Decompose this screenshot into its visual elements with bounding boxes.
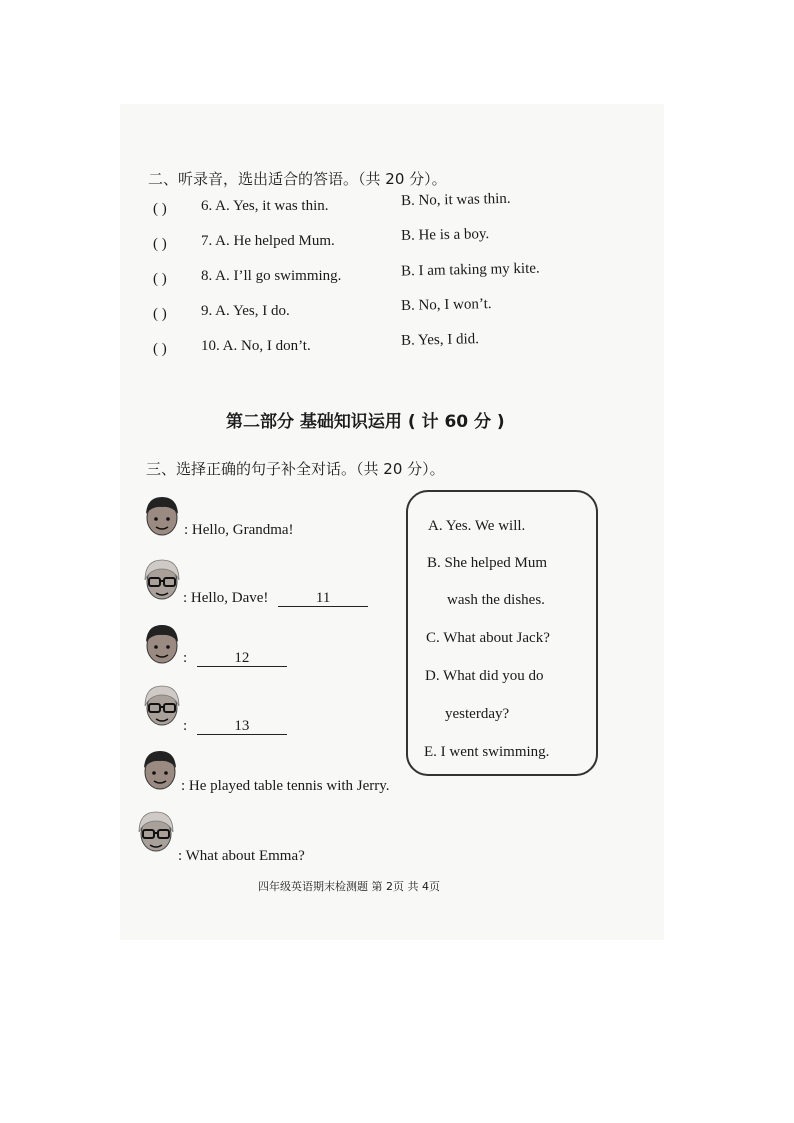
dialogue-text: :: [183, 718, 188, 734]
answer-paren-8[interactable]: ( ): [153, 271, 167, 287]
boy-avatar: [140, 746, 180, 796]
dialogue-line-4: [183, 718, 287, 735]
q6-option-b: B. No, it was thin.: [400, 190, 511, 210]
q8-option-a: 8. A. I’ll go swimming.: [201, 268, 342, 284]
answer-blank-13[interactable]: 13: [197, 719, 287, 735]
dialogue-text: : Hello, Grandma!: [184, 522, 294, 538]
answer-blank-11[interactable]: 11: [278, 591, 368, 607]
dialogue-text: : What about Emma?: [178, 848, 305, 864]
option-b-continued: wash the dishes.: [447, 592, 545, 608]
option-a: A. Yes. We will.: [428, 518, 526, 534]
answer-paren-9[interactable]: ( ): [153, 306, 167, 322]
q7-option-b: B. He is a boy.: [400, 226, 490, 244]
dialogue-text: : Hello, Dave!: [183, 590, 269, 606]
answer-paren-10[interactable]: ( ): [153, 341, 167, 357]
grandma-avatar: [142, 556, 182, 606]
q7-option-a: 7. A. He helped Mum.: [201, 233, 335, 249]
q10-option-b: B. Yes, I did.: [400, 331, 480, 349]
section2-heading: 二、听录音，选出适合的答语。（共 20 分）。: [148, 170, 447, 188]
dialogue-line-1: [184, 522, 294, 539]
answer-blank-12[interactable]: 12: [197, 651, 287, 667]
option-c: C. What about Jack?: [426, 630, 550, 646]
part2-title: 第二部分 基础知识运用 ( 计 60 分 ): [226, 412, 505, 432]
grandma-avatar: [142, 682, 182, 732]
q9-option-a: 9. A. Yes, I do.: [201, 303, 290, 319]
dialogue-line-6: [178, 848, 305, 865]
dialogue-line-5: [181, 778, 390, 795]
answer-paren-6[interactable]: ( ): [153, 201, 167, 217]
q6-option-a: 6. A. Yes, it was thin.: [201, 198, 329, 214]
q8-option-b: B. I am taking my kite.: [400, 260, 540, 280]
option-d: D. What did you do: [425, 668, 544, 684]
grandma-avatar: [136, 808, 176, 858]
q9-option-b: B. No, I won’t.: [400, 296, 492, 314]
dialogue-text: : He played table tennis with Jerry.: [181, 778, 390, 794]
option-d-continued: yesterday?: [445, 706, 510, 722]
section3-heading: 三、选择正确的句子补全对话。（共 20 分）。: [146, 460, 445, 478]
dialogue-text: :: [183, 650, 188, 666]
answer-paren-7[interactable]: ( ): [153, 236, 167, 252]
q10-option-a: 10. A. No, I don’t.: [201, 338, 311, 354]
page-footer: 四年级英语期末检测题 第 2页 共 4页: [258, 880, 440, 893]
boy-avatar: [142, 492, 182, 542]
boy-avatar: [142, 620, 182, 670]
option-b: B. She helped Mum: [427, 555, 547, 571]
dialogue-line-3: [183, 650, 287, 667]
dialogue-line-2: [183, 590, 368, 607]
option-e: E. I went swimming.: [424, 744, 550, 760]
